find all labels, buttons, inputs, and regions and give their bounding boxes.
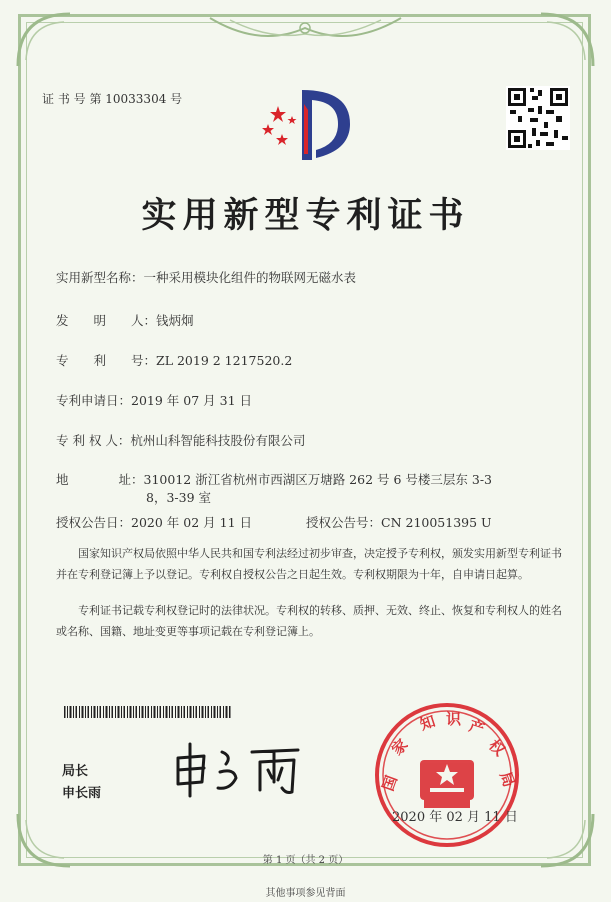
top-ornament (200, 14, 411, 50)
legal-status-paragraph: 专利证书记载专利权登记时的法律状况。专利权的转移、质押、无效、终止、恢复和专利权人的姓名或名称、国籍、地址变更等事项记载在专利登记簿上。 (56, 604, 562, 638)
patentee-row (56, 431, 305, 449)
filing-date-row (56, 391, 252, 409)
cnipa-logo (258, 84, 356, 166)
grant-date-row (56, 513, 252, 531)
certificate-number: 证 书 号 第 10033304 号 (42, 92, 183, 106)
barcode (64, 706, 232, 718)
corner-ornament-top-right (537, 10, 597, 70)
grant-number-value: CN 210051395 U (381, 515, 492, 530)
director-title: 局长 (62, 764, 89, 779)
filing-date-label: 专利申请日： (56, 393, 132, 408)
patentee-label: 专 利 权 人： (56, 433, 131, 448)
svg-text:局: 局 (496, 769, 519, 790)
utility-model-name-row (56, 268, 356, 286)
patent-number-row (56, 351, 292, 369)
grant-number-row (306, 513, 492, 531)
address-row (56, 470, 492, 488)
page-title: 实用新型专利证书 (141, 195, 470, 236)
grant-number-label: 授权公告号： (306, 515, 382, 530)
svg-text:权: 权 (485, 736, 509, 760)
svg-text:产: 产 (466, 716, 487, 739)
qr-code-icon (506, 86, 570, 150)
filing-date-value: 2019 年 07 月 31 日 (131, 393, 253, 408)
patent-number-value: ZL 2019 2 1217520.2 (156, 353, 293, 368)
utility-model-name-value: 一种采用模块化组件的物联网无磁水表 (143, 270, 357, 285)
utility-model-name-label: 实用新型名称： (56, 270, 144, 285)
address-value-line2: 8，3-39 室 (146, 490, 212, 505)
svg-text:国: 国 (378, 773, 401, 794)
official-seal (372, 700, 522, 850)
grant-date-value: 2020 年 02 月 11 日 (131, 515, 253, 530)
grant-date-label: 授权公告日： (56, 515, 132, 530)
page-indicator: 第 1 页（共 2 页） (262, 855, 349, 866)
patentee-value: 杭州山科智能科技股份有限公司 (130, 433, 306, 448)
inventor-label: 发 明 人： (56, 313, 157, 328)
patent-number-label: 专 利 号： (56, 353, 157, 368)
director-name: 申长雨 (62, 786, 102, 801)
address-label: 地 址： (56, 472, 144, 487)
inventor-value: 钱炳炯 (156, 313, 194, 328)
grant-statement-paragraph: 国家知识产权局依照中华人民共和国专利法经过初步审查，决定授予专利权，颁发实用新型专利证书并在专利登记簿上予以登记。专利权自授权公告之日起生效。专利权期限为十年，自申请日起算。 (56, 547, 562, 581)
svg-text:知: 知 (417, 712, 438, 734)
back-note: 其他事项参见背面 (265, 888, 346, 899)
inventor-row (56, 311, 194, 329)
address-value-line1: 310012 浙江省杭州市西湖区万塘路 262 号 6 号楼三层东 3-3 (143, 472, 493, 487)
svg-text:家: 家 (388, 735, 412, 759)
svg-text:识: 识 (446, 710, 462, 728)
handwritten-signature (170, 738, 310, 802)
corner-ornament-top-left (14, 10, 74, 70)
seal-date: 2020 年 02 月 11 日 (392, 810, 518, 825)
